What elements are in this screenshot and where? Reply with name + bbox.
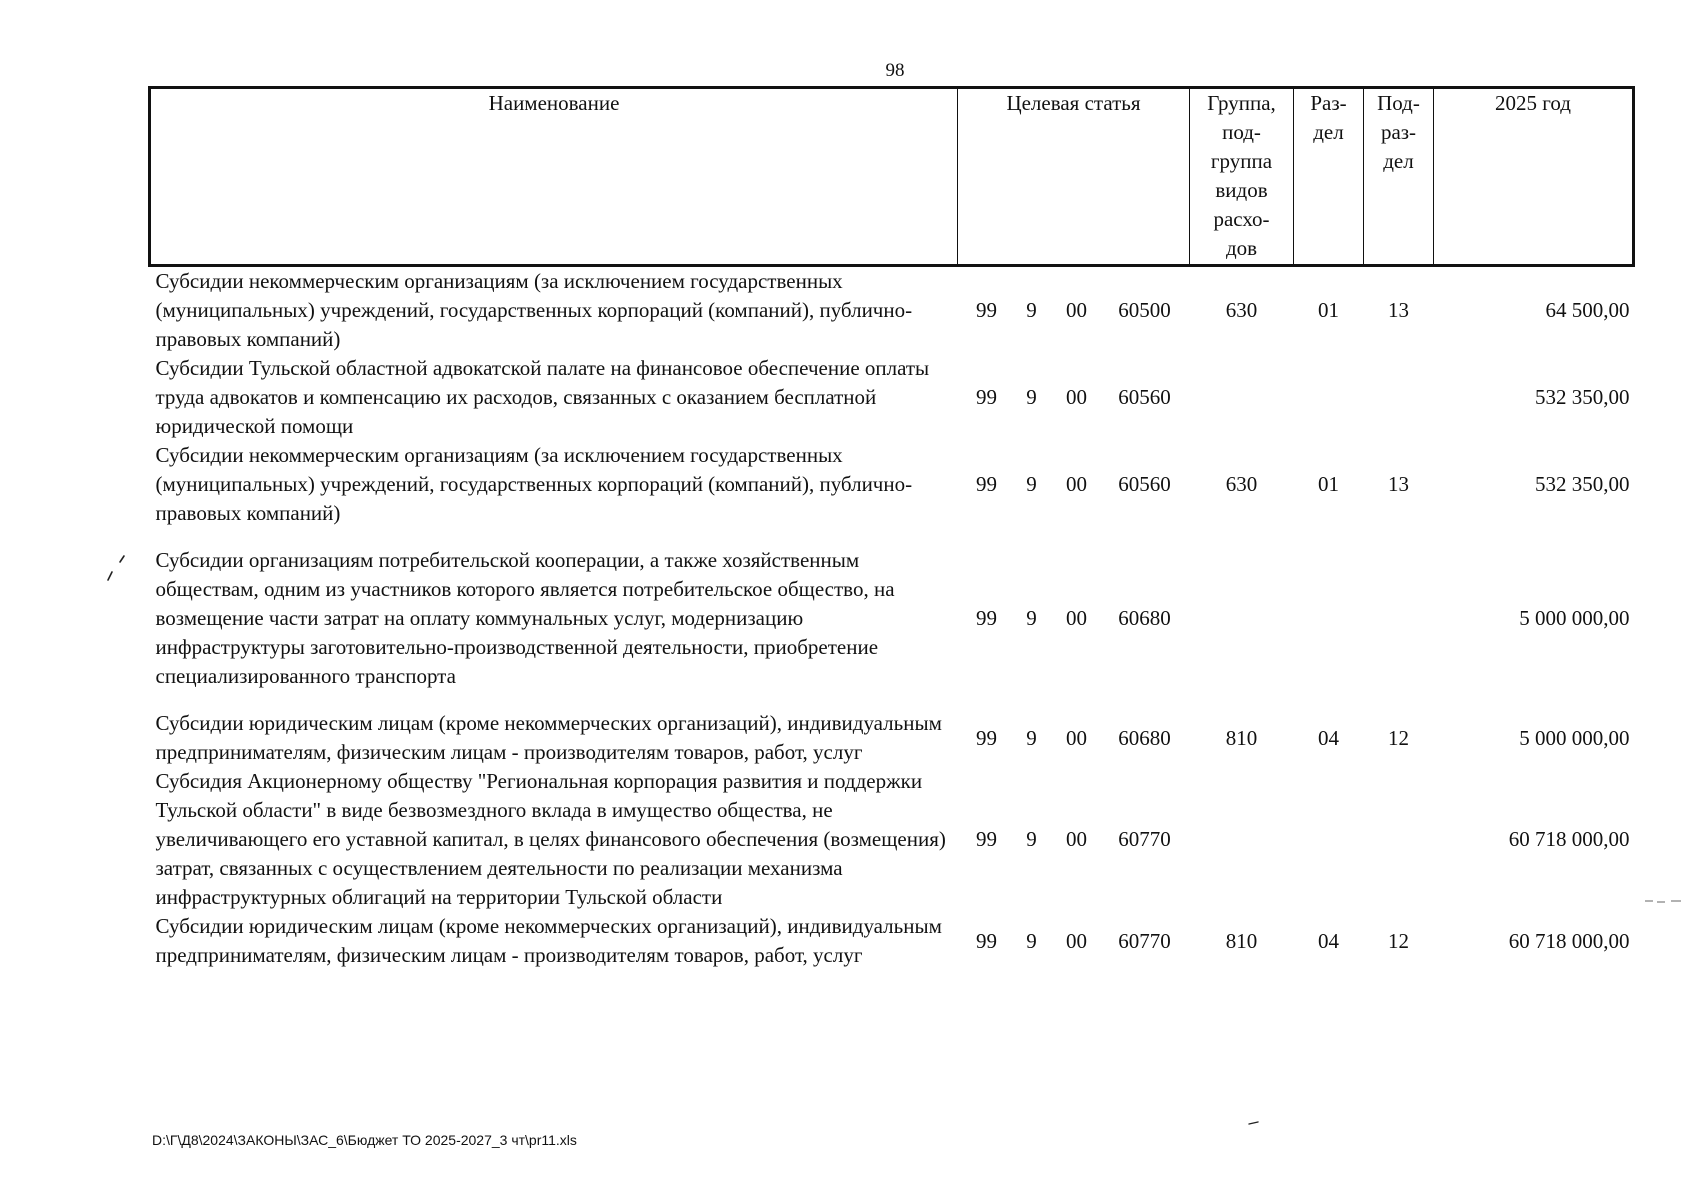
row-group: [1190, 354, 1294, 441]
row-name: Субсидии некоммерческим организациям (за исключением государственных (муниципальных) учреждений, государственных корпораций (компаний), публично-правовых компаний): [155, 443, 913, 525]
code-subprogram: 9: [1026, 472, 1037, 496]
row-section: 01: [1318, 472, 1339, 496]
header-subsection: [1364, 88, 1434, 266]
code-direction: 60770: [1118, 928, 1171, 953]
header-section-text: Раз-дел: [1310, 91, 1347, 144]
code-subprogram: 9: [1026, 606, 1037, 630]
row-section: 01: [1318, 298, 1339, 322]
code-main-event: 00: [1066, 928, 1087, 953]
table-row: [150, 767, 1634, 912]
header-target-article: Целевая статья: [958, 88, 1190, 266]
row-name: Субсидии организациям потребительской кооперации, а также хозяйственным обществам, одним из участников которого является потребительское общество, на возмещение части затрат на оплату коммунальных услуг, модернизацию инфраструктуры заготовительно-производственной деятельности, приобретение специализированного транспорта: [155, 548, 895, 688]
row-section: [1294, 354, 1364, 441]
row-subsection: 13: [1388, 472, 1409, 496]
row-group: 810: [1225, 928, 1258, 953]
table-body: [150, 266, 1634, 971]
row-subsection: 12: [1388, 928, 1409, 953]
code-program: 99: [976, 606, 997, 630]
row-name: Субсидии Тульской областной адвокатской палате на финансовое обеспечение оплаты труда адвокатов и компенсацию их расходов, связанных с оказанием бесплатной юридической помощи: [155, 356, 930, 438]
code-subprogram: 9: [1026, 827, 1037, 851]
row-amount: 60 718 000,00: [1508, 827, 1630, 851]
code-program: 99: [976, 472, 997, 496]
row-name: Субсидии некоммерческим организациям (за исключением государственных (муниципальных) учреждений, государственных корпораций (компаний), публично-правовых компаний): [155, 269, 913, 351]
row-section: [1294, 767, 1364, 912]
stray-mark-icon: [1248, 1120, 1260, 1126]
table-header: [150, 88, 1634, 266]
row-amount: 60 718 000,00: [1508, 928, 1630, 953]
row-target-code: [958, 441, 1190, 528]
code-program: 99: [976, 725, 997, 750]
row-group: 630: [1225, 472, 1258, 496]
row-amount: 532 350,00: [1535, 472, 1630, 496]
code-main-event: 00: [1066, 472, 1087, 496]
header-name: Наименование: [150, 88, 958, 266]
header-expense-group-text: Группа, под-группа видов расхо-дов: [1207, 91, 1276, 260]
code-main-event: 00: [1066, 385, 1087, 409]
table-row: [150, 912, 1634, 970]
row-subsection: 12: [1388, 725, 1409, 750]
row-target-code: [958, 354, 1190, 441]
row-name: Субсидии юридическим лицам (кроме некоммерческих организаций), индивидуальным предпринимателям, физическим лицам - производителям товаров, работ, услуг: [155, 914, 942, 967]
code-main-event: 00: [1066, 827, 1087, 851]
table-row: [150, 528, 1634, 709]
scan-artifact-icon: [1643, 898, 1683, 904]
page-number: 98: [885, 60, 905, 81]
row-target-code: [958, 266, 1190, 355]
table-row: [150, 441, 1634, 528]
row-name: Субсидии юридическим лицам (кроме некоммерческих организаций), индивидуальным предпринимателям, физическим лицам - производителям товаров, работ, услуг: [155, 711, 942, 764]
row-group: 810: [1225, 725, 1258, 750]
header-expense-group: [1190, 88, 1294, 266]
row-subsection: 13: [1388, 298, 1409, 322]
row-target-code: [958, 767, 1190, 912]
row-section: 04: [1318, 928, 1339, 953]
code-main-event: 00: [1066, 725, 1087, 750]
code-direction: 60560: [1118, 385, 1171, 409]
row-subsection: [1364, 528, 1434, 709]
code-direction: 60680: [1118, 725, 1171, 750]
code-direction: 60770: [1118, 827, 1171, 851]
pen-mark-icon: [106, 554, 128, 584]
code-direction: 60680: [1118, 606, 1171, 630]
row-group: [1190, 528, 1294, 709]
code-program: 99: [976, 827, 997, 851]
header-subsection-text: Под-раз-дел: [1377, 91, 1420, 173]
table-row: [150, 354, 1634, 441]
code-program: 99: [976, 928, 997, 953]
row-target-code: [958, 912, 1190, 970]
header-section: [1294, 88, 1364, 266]
table-row: [150, 709, 1634, 767]
budget-table: [148, 86, 1635, 970]
code-direction: 60560: [1118, 472, 1171, 496]
row-subsection: [1364, 354, 1434, 441]
row-amount: 64 500,00: [1545, 298, 1630, 322]
row-group: 630: [1225, 298, 1258, 322]
code-main-event: 00: [1066, 606, 1087, 630]
header-year-2025: 2025 год: [1434, 88, 1634, 266]
code-subprogram: 9: [1026, 385, 1037, 409]
code-direction: 60500: [1118, 298, 1171, 322]
code-main-event: 00: [1066, 298, 1087, 322]
row-amount: 5 000 000,00: [1519, 606, 1630, 630]
row-amount: 5 000 000,00: [1519, 725, 1630, 750]
row-subsection: [1364, 767, 1434, 912]
code-program: 99: [976, 385, 997, 409]
row-section: 04: [1318, 725, 1339, 750]
code-program: 99: [976, 298, 997, 322]
code-subprogram: 9: [1026, 725, 1037, 750]
row-target-code: [958, 528, 1190, 709]
row-target-code: [958, 709, 1190, 767]
footer-file-path: D:\Г\Д8\2024\ЗАКОНЫ\ЗАС_6\Бюджет ТО 2025-2027_3 чт\pr11.xls: [152, 1132, 577, 1148]
row-amount: 532 350,00: [1535, 385, 1630, 409]
table-row: [150, 266, 1634, 355]
code-subprogram: 9: [1026, 298, 1037, 322]
row-name: Субсидия Акционерному обществу "Региональная корпорация развития и поддержки Тульской области" в виде безвозмездного вклада в имущество общества, не увеличивающего его уставной капитал, в целях финансового обеспечения (возмещения) затрат, связанных с осуществлением деятельности по реализации механизма инфраструктурных облигаций на территории Тульской области: [155, 769, 946, 909]
row-group: [1190, 767, 1294, 912]
code-subprogram: 9: [1026, 928, 1037, 953]
row-section: [1294, 528, 1364, 709]
